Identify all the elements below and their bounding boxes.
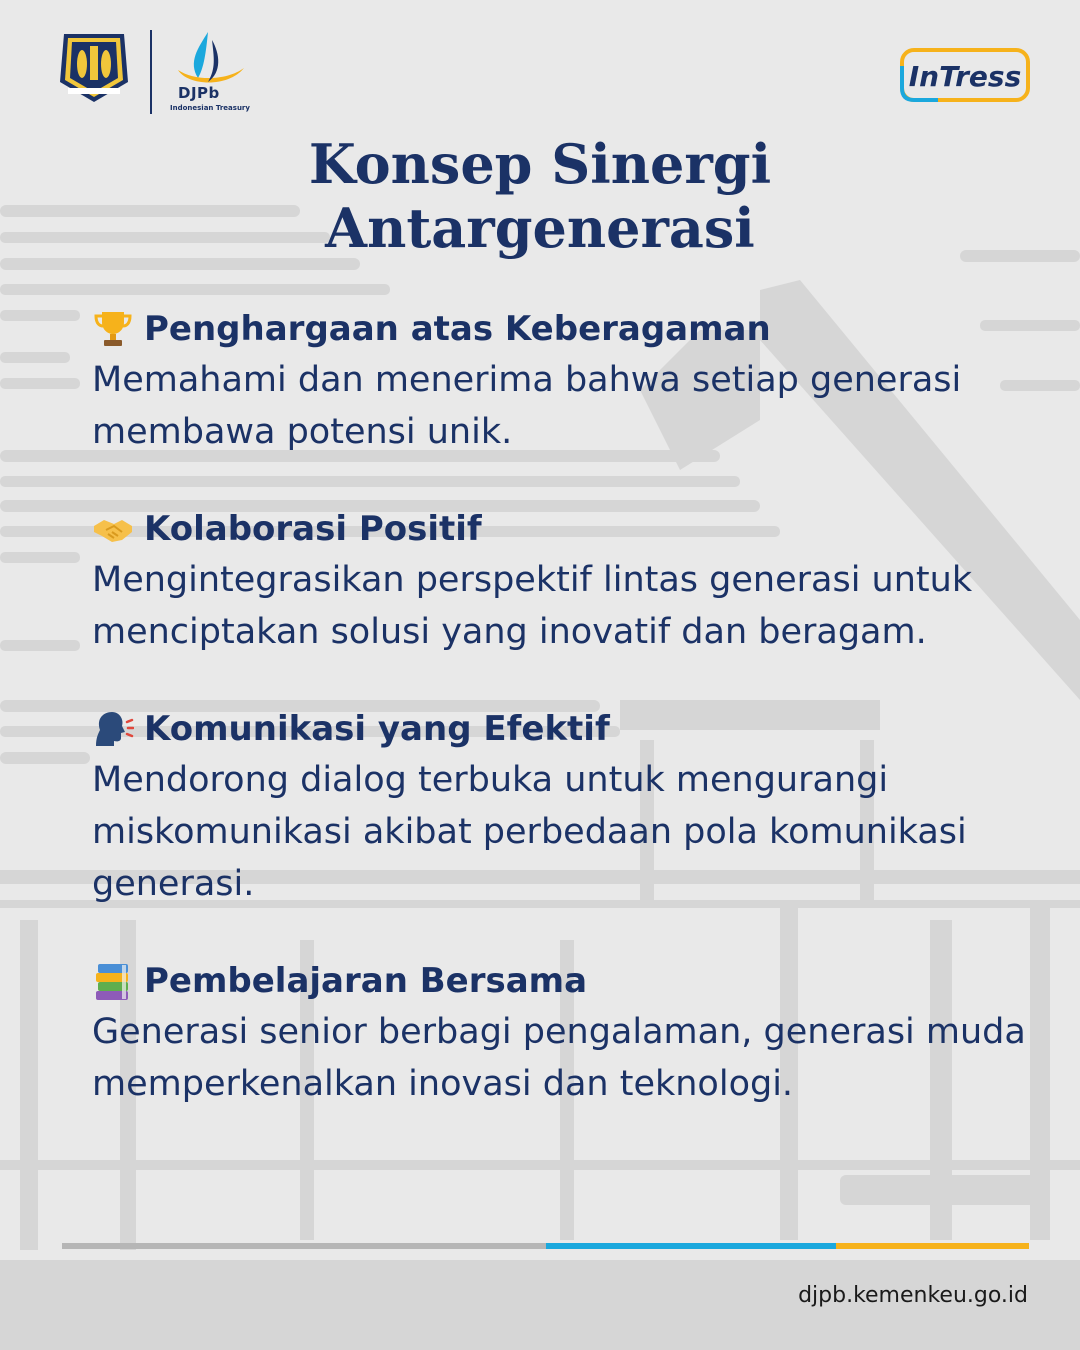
trophy-icon — [92, 308, 134, 350]
section-komunikasi — [92, 704, 1042, 910]
section-description: Mengintegrasikan perspektif lintas generasi untuk menciptakan solusi yang inovatif dan beragam. — [92, 560, 973, 652]
section-title: Penghargaan atas Keberagaman — [144, 309, 771, 349]
section-pembelajaran — [92, 956, 1042, 1110]
footer-line-yellow — [836, 1243, 1029, 1249]
djpb-tagline: Indonesian Treasury — [170, 104, 250, 112]
djpb-wordmark: DJPb — [178, 84, 220, 102]
section-title: Komunikasi yang Efektif — [144, 709, 610, 749]
section-description: Generasi senior berbagi pengalaman, generasi muda memperkenalkan inovasi dan teknologi. — [92, 1012, 1026, 1104]
section-heading — [92, 504, 1042, 554]
concept-list — [92, 304, 1042, 1156]
page-title — [0, 132, 1080, 260]
section-keberagaman — [92, 304, 1042, 458]
intress-logo — [898, 46, 1032, 104]
section-description: Memahami dan menerima bahwa setiap generasi membawa potensi unik. — [92, 360, 962, 452]
intress-wordmark: InTress — [908, 60, 1022, 93]
section-heading — [92, 704, 1042, 754]
djpb-logo — [168, 28, 254, 116]
section-heading — [92, 304, 1042, 354]
title-line-1: Konsep Sinergi — [308, 132, 772, 196]
logo-divider — [150, 30, 152, 114]
footer-line-blue — [546, 1243, 836, 1249]
footer-line-gray — [62, 1243, 546, 1249]
books-icon — [92, 960, 134, 1002]
section-title: Kolaborasi Positif — [144, 509, 482, 549]
footer-website: djpb.kemenkeu.go.id — [798, 1283, 1028, 1308]
section-kolaborasi — [92, 504, 1042, 658]
speaking-head-icon — [92, 708, 134, 750]
section-description: Mendorong dialog terbuka untuk mengurangi miskomunikasi akibat perbedaan pola komunikasi generasi. — [92, 760, 967, 904]
section-title: Pembelajaran Bersama — [144, 961, 588, 1001]
kemenkeu-logo — [56, 30, 132, 104]
handshake-icon — [92, 508, 134, 550]
section-heading — [92, 956, 1042, 1006]
title-line-2: Antargenerasi — [325, 196, 755, 260]
